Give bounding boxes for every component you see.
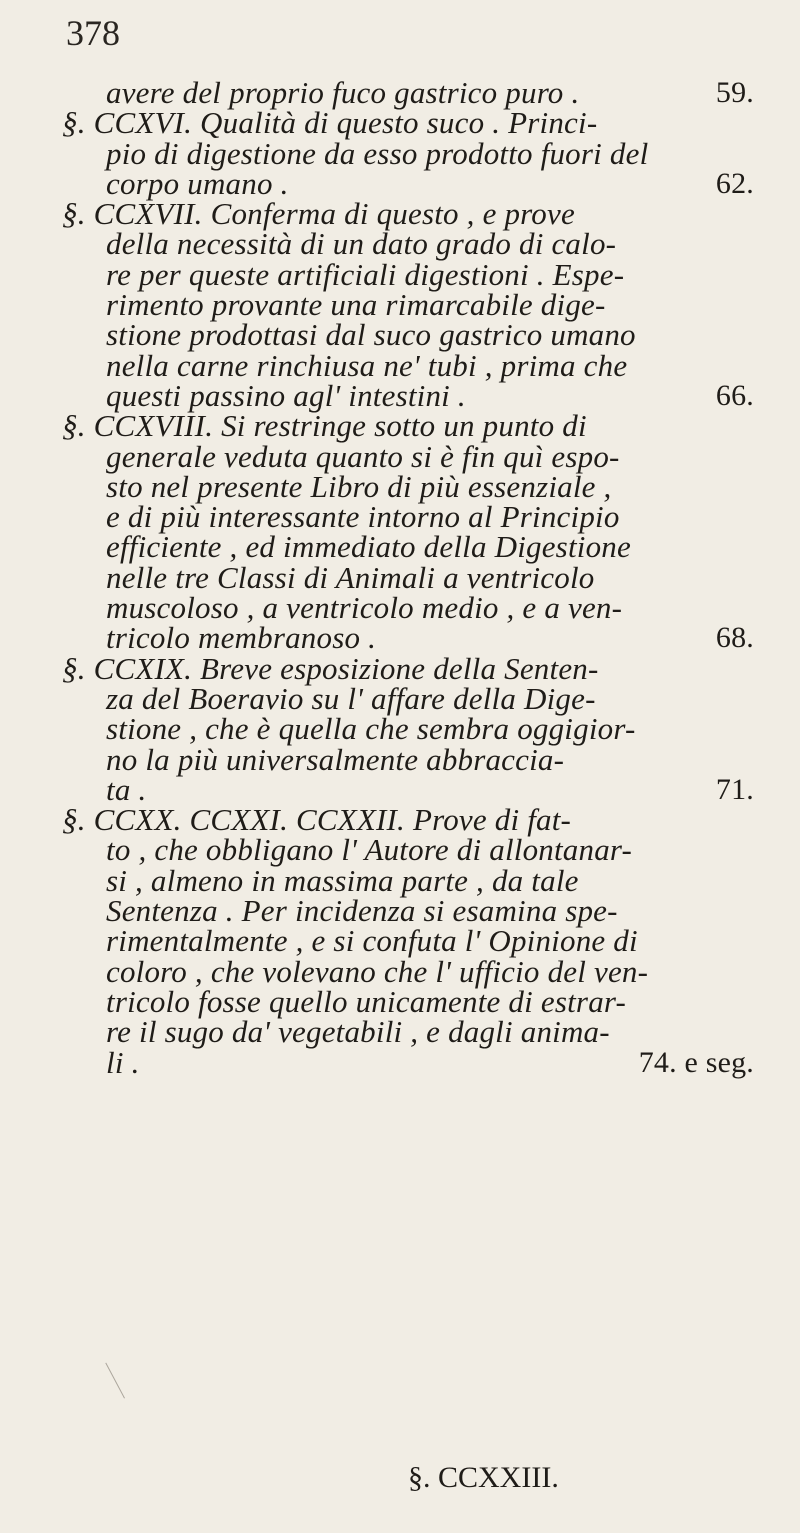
text-line: [62, 468, 762, 504]
text-line: [62, 347, 762, 383]
text-line: [62, 711, 762, 747]
line-text: ta .: [106, 771, 147, 807]
text-line: [62, 741, 762, 777]
line-text: generale veduta quanto si è fin quì espo-: [106, 438, 620, 474]
line-text: e di più interessante intorno al Principio: [106, 499, 620, 535]
text-line: [62, 771, 762, 807]
text-line: [62, 1014, 762, 1050]
page-reference: 66.: [715, 378, 754, 412]
line-text: li .: [106, 1044, 140, 1080]
catchword: §. CCXXIII.: [408, 1461, 559, 1494]
line-text: si , almeno in massima parte , da tale: [106, 862, 579, 898]
text-line: [62, 499, 762, 535]
text-line: [62, 862, 762, 898]
text-line: [62, 196, 762, 232]
text-line: [62, 559, 762, 595]
line-text: rimentalmente , e si confuta l' Opinione di: [106, 923, 638, 959]
text-line: [62, 529, 762, 565]
line-text: corpo umano .: [106, 165, 289, 201]
line-text: to , che obbligano l' Autore di allontanar-: [106, 832, 633, 868]
text-line: [62, 408, 762, 444]
line-text: avere del proprio fuco gastrico puro .: [106, 75, 580, 110]
text-line: [62, 620, 762, 656]
line-text: §. CCXVII. Conferma di questo , e prove: [62, 196, 575, 232]
text-line: [62, 135, 762, 171]
line-text: re per queste artificiali digestioni . Espe-: [106, 256, 625, 292]
line-text: nella carne rinchiusa ne' tubi , prima che: [106, 347, 628, 383]
line-text: coloro , che volevano che l' ufficio del ven-: [106, 953, 649, 989]
text-line: [62, 165, 762, 201]
text-line: [62, 105, 762, 141]
text-line: [62, 75, 762, 110]
page-reference: 68.: [715, 621, 754, 655]
line-text: tricolo fosse quello unicamente di estrar-: [106, 983, 627, 1019]
line-text: muscoloso , a ventricolo medio , e a ven-: [106, 590, 623, 626]
text-line: [62, 377, 762, 413]
line-text: stione , che è quella che sembra oggigior-: [106, 711, 636, 747]
line-text: tricolo membranoso .: [106, 620, 377, 656]
text-line: [62, 1044, 762, 1080]
line-text: pio di digestione da esso prodotto fuori del: [106, 135, 649, 171]
ink-mark: [105, 1350, 149, 1399]
line-text: questi passino agl' intestini .: [106, 377, 466, 413]
text-line: [62, 287, 762, 323]
line-text: §. CCXVI. Qualità di questo suco . Princi-: [62, 105, 598, 141]
text-line: [62, 983, 762, 1019]
text-line: [62, 256, 762, 292]
line-text: stione prodottasi dal suco gastrico umano: [106, 317, 636, 353]
text-line: [62, 680, 762, 716]
text-line: [62, 650, 762, 686]
text-line: [62, 923, 762, 959]
line-text: rimento provante una rimarcabile dige-: [106, 287, 606, 323]
page-reference: 59.: [715, 76, 754, 109]
text-line: [62, 226, 762, 262]
text-line: [62, 953, 762, 989]
line-text: nelle tre Classi di Animali a ventricolo: [106, 559, 595, 595]
table-of-contents-text: [62, 75, 762, 1080]
page-number: 378: [66, 13, 120, 53]
line-text: §. CCXIX. Breve esposizione della Senten-: [62, 650, 599, 686]
text-line: [62, 438, 762, 474]
line-text: za del Boeravio su l' affare della Dige-: [106, 680, 596, 716]
line-text: sto nel presente Libro di più essenziale ,: [106, 468, 612, 504]
line-text: §. CCXX. CCXXI. CCXXII. Prove di fat-: [62, 802, 572, 838]
line-text: §. CCXVIII. Si restringe sotto un punto di: [62, 408, 587, 444]
page-reference: 71.: [715, 772, 754, 806]
line-text: della necessità di un dato grado di calo-: [106, 226, 617, 262]
line-text: re il sugo da' vegetabili , e dagli anima-: [106, 1014, 610, 1050]
line-text: no la più universalmente abbraccia-: [106, 741, 565, 777]
page-reference: 62.: [715, 166, 754, 200]
text-line: [62, 832, 762, 868]
page-reference: 74. e seg.: [638, 1045, 754, 1079]
text-line: [62, 590, 762, 626]
text-line: [62, 317, 762, 353]
line-text: Sentenza . Per incidenza si esamina spe-: [106, 893, 618, 929]
text-line: [62, 802, 762, 838]
text-line: [62, 893, 762, 929]
line-text: efficiente , ed immediato della Digestione: [106, 529, 631, 565]
